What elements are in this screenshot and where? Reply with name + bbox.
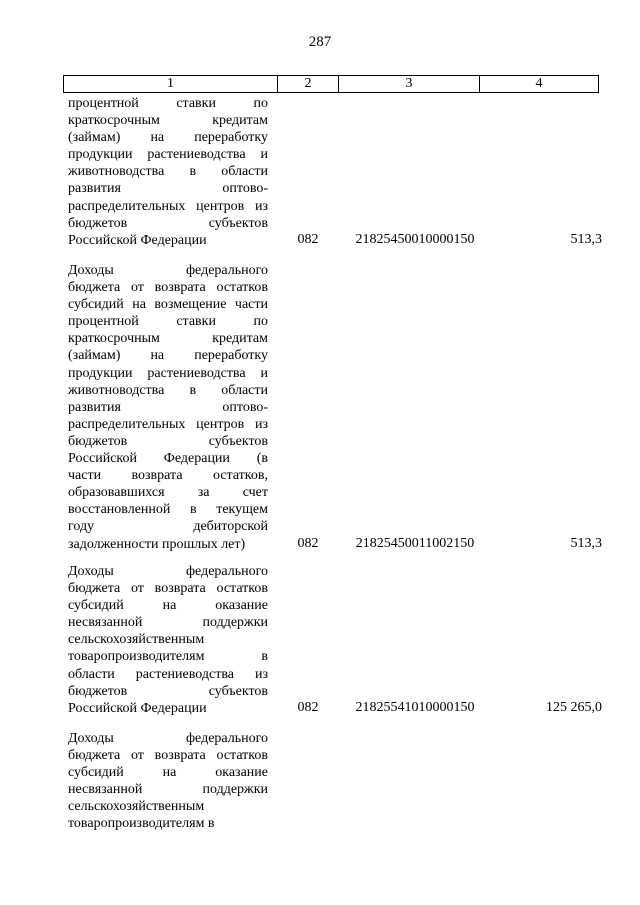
header-col-1: 1 — [64, 76, 278, 92]
description-line: Доходы федерального — [68, 564, 268, 579]
row-code: 082 — [297, 535, 319, 551]
description-line: развития оптово- — [68, 399, 268, 415]
row-description — [68, 262, 268, 553]
description-line: Российской Федерации (в — [68, 451, 268, 467]
description-line: субсидий на оказание — [68, 765, 268, 781]
row-description — [68, 730, 268, 833]
description-line: краткосрочным кредитам — [68, 331, 268, 347]
description-line: распределительных центров из — [68, 416, 268, 432]
description-line: развития оптово- — [68, 181, 268, 197]
row-amount: 513,3 — [570, 535, 602, 551]
description-line: бюджета от возврата остатков — [68, 280, 268, 296]
description-line: сельскохозяйственным — [68, 632, 205, 648]
row-code: 082 — [297, 699, 319, 715]
row-amount: 513,3 — [570, 231, 602, 247]
description-line: (займам) на переработку — [68, 130, 268, 146]
table-header — [63, 75, 599, 93]
description-line: образовавшихся за счет — [68, 485, 268, 501]
description-line: товаропроизводителям в — [68, 649, 268, 665]
description-line: бюджетов субъектов — [68, 433, 268, 449]
row-code: 082 — [297, 231, 319, 247]
description-line: несвязанной поддержки — [68, 615, 268, 631]
header-col-3: 3 — [339, 76, 480, 92]
description-line: Доходы федерального — [68, 731, 268, 746]
description-line: процентной ставки по — [68, 96, 268, 111]
description-line: животноводства в области — [68, 382, 268, 398]
description-line: Российской Федерации — [68, 232, 207, 248]
description-line: процентной ставки по — [68, 314, 268, 330]
description-line: восстановленной в текущем — [68, 502, 268, 518]
description-line: Доходы федерального — [68, 263, 268, 278]
page-number: 287 — [308, 34, 332, 50]
description-line: сельскохозяйственным — [68, 799, 205, 815]
header-col-2: 2 — [278, 76, 339, 92]
description-line: бюджета от возврата остатков — [68, 581, 268, 597]
description-line: товаропроизводителям в — [68, 816, 215, 832]
description-line: (займам) на переработку — [68, 348, 268, 364]
row-kbk: 21825450010000150 — [355, 231, 475, 247]
description-line: продукции растениеводства и — [68, 147, 268, 163]
description-line: части возврата остатков, — [68, 468, 268, 484]
description-line: бюджетов субъектов — [68, 683, 268, 699]
header-col-4: 4 — [535, 76, 543, 91]
description-line: субсидий на оказание — [68, 598, 268, 614]
row-kbk: 21825541010000150 — [355, 699, 475, 715]
description-line: продукции растениеводства и — [68, 365, 268, 381]
description-line: несвязанной поддержки — [68, 782, 268, 798]
description-line: области растениеводства из — [68, 666, 268, 682]
description-line: животноводства в области — [68, 164, 268, 180]
row-amount: 125 265,0 — [546, 699, 602, 715]
description-line: бюджета от возврата остатков — [68, 748, 268, 764]
description-line: году дебиторской — [68, 519, 268, 535]
row-kbk: 21825450011002150 — [355, 535, 475, 551]
description-line: субсидий на возмещение части — [68, 297, 268, 313]
row-description — [68, 95, 268, 249]
description-line: Российской Федерации — [68, 700, 207, 716]
description-line: распределительных центров из — [68, 198, 268, 214]
description-line: задолженности прошлых лет) — [68, 536, 246, 552]
row-description — [68, 563, 268, 717]
description-line: бюджетов субъектов — [68, 215, 268, 231]
description-line: краткосрочным кредитам — [68, 113, 268, 129]
